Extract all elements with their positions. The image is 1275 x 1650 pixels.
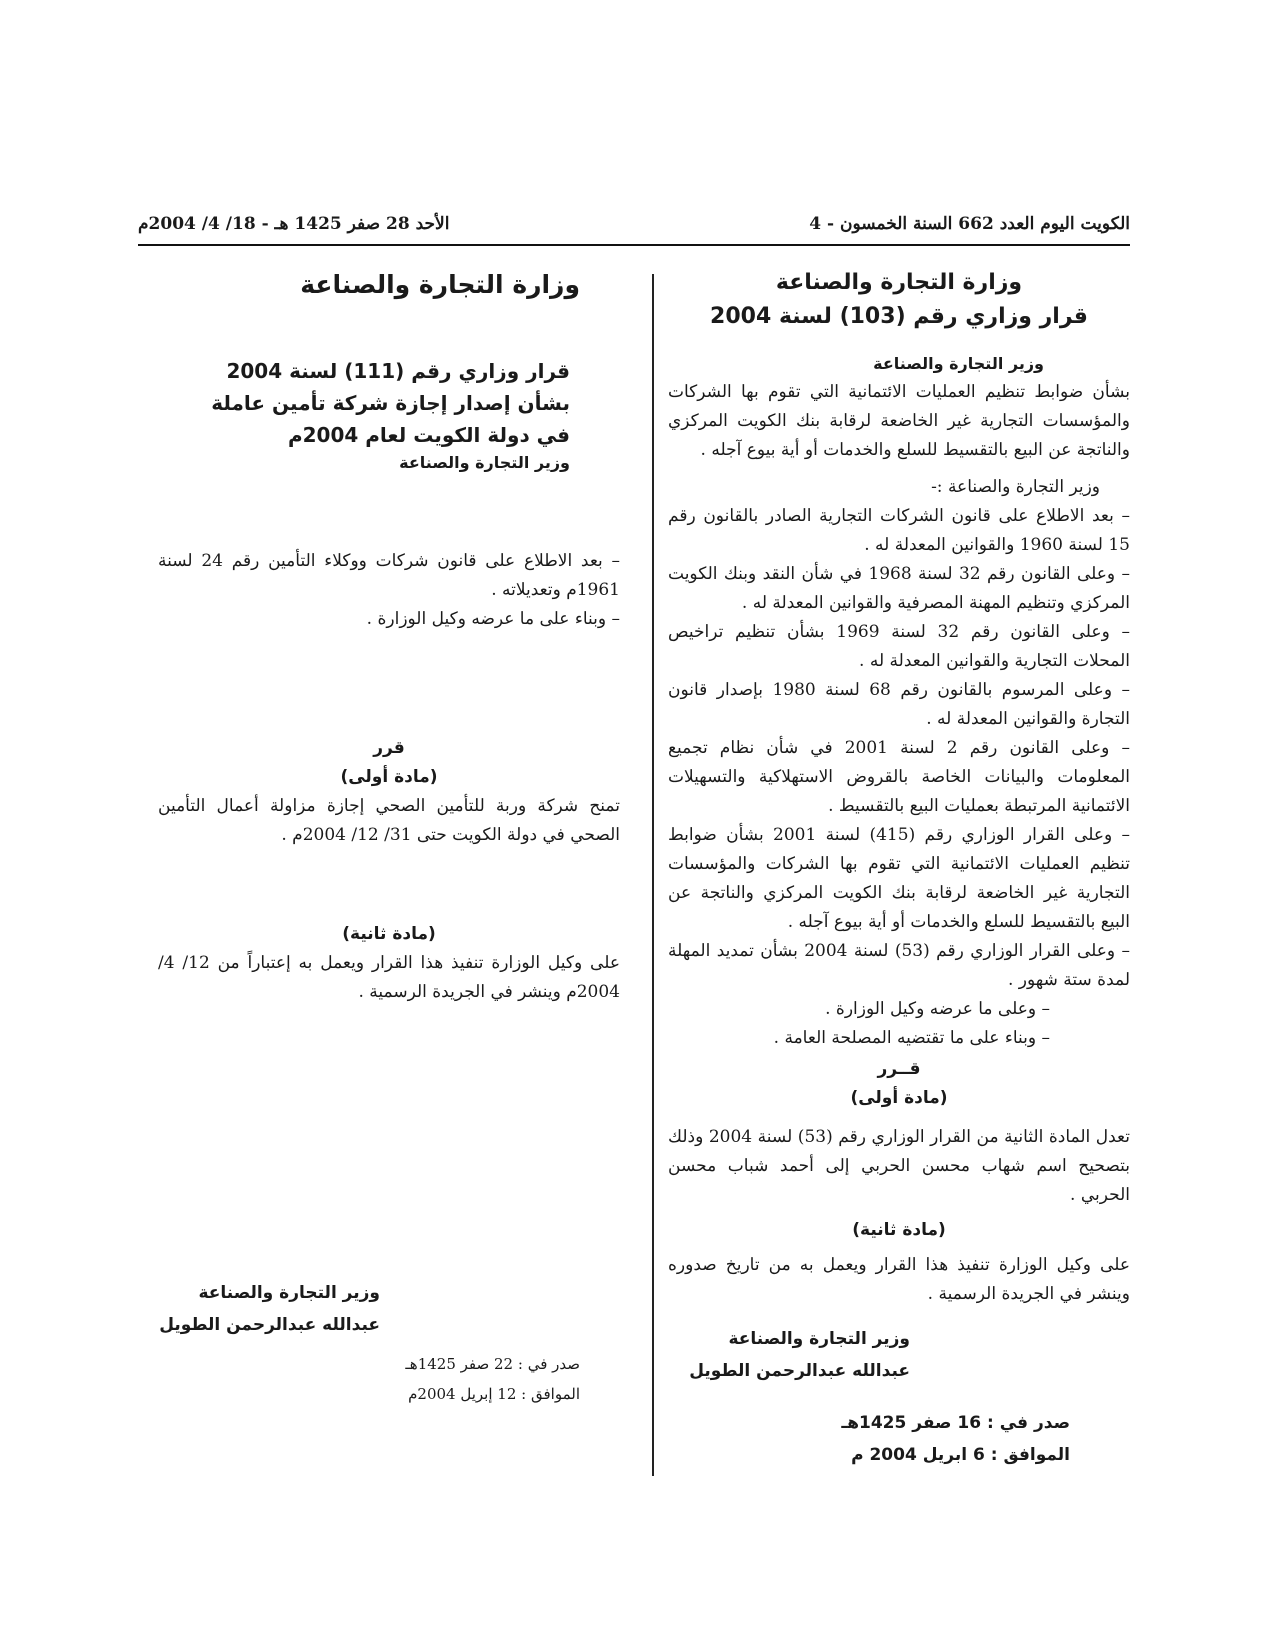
decided-heading: قــرر — [877, 1059, 921, 1079]
recital: – وعلى القانون رقم 2 لسنة 2001 في شأن نظام تجميع المعلومات والبيانات الخاصة بالقروض الاستهلاكية والتسهيلات الائتمانية المرتبطة بعمليات البيع بالتقسيط . — [668, 738, 1130, 816]
recital: – وعلى المرسوم بالقانون رقم 68 لسنة 1980 بإصدار قانون التجارة والقوانين المعدلة له . — [668, 680, 1130, 729]
ministry-heading: وزارة التجارة والصناعة — [775, 270, 1023, 295]
recital: – بعد الاطلاع على قانون الشركات التجارية الصادر بالقانون رقم 15 لسنة 1960 والقوانين المعدلة له . — [668, 506, 1130, 555]
decree-subject: بشأن ضوابط تنظيم العمليات الائتمانية التي تقوم بها الشركات والمؤسسات التجارية غير الخاضعة لرقابة بنك الكويت المركزي والناتجة عن البيع بالتقسيط للسلع والخدمات أو أية بيوع آجله . — [668, 382, 1130, 460]
recital: – وبناء على ما تقتضيه المصلحة العامة . — [773, 1028, 1050, 1048]
corresponding-date: الموافق : 6 ابريل 2004 م — [851, 1445, 1070, 1465]
decided-heading: قرر — [373, 738, 405, 758]
decree-title-block — [158, 355, 620, 475]
article-1-text: تمنح شركة وربة للتأمين الصحي إجازة مزاولة أعمال التأمين الصحي في دولة الكويت حتى 31/ 12/ 2004م . — [158, 796, 620, 845]
decree-title: قرار وزاري رقم (111) لسنة 2004 — [226, 359, 570, 383]
article-2-text: على وكيل الوزارة تنفيذ هذا القرار ويعمل به إعتباراً من 12/ 4/ 2004م وينشر في الجريدة الرسمية . — [158, 953, 620, 1002]
decree-subject-line: بشأن إصدار إجازة شركة تأمين عاملة — [211, 391, 570, 415]
issued-date: صدر في : 22 صفر 1425هـ — [405, 1355, 580, 1373]
decree-title: قرار وزاري رقم (103) لسنة 2004 — [710, 304, 1088, 329]
article-1-text: تعدل المادة الثانية من القرار الوزاري رقم (53) لسنة 2004 وذلك بتصحيح اسم شهاب محسن الحربي إلى أحمد شباب محسن الحربي . — [668, 1127, 1130, 1205]
article-1-title: (مادة أولى) — [850, 1088, 948, 1108]
recital: – وعلى القرار الوزاري رقم (415) لسنة 2001 بشأن ضوابط تنظيم العمليات الائتمانية التي تقوم بها الشركات والمؤسسات التجارية غير الخاضعة لرقابة بنك الكويت المركزي والناتجة عن البيع بالتقسيط للسلع والخدمات أو أية بيوع آجله . — [668, 825, 1130, 932]
header-issue-info: الكويت اليوم العدد 662 السنة الخمسون - 4 — [809, 214, 1130, 234]
signature-name: عبدالله عبدالرحمن الطويل — [159, 1315, 380, 1335]
decree-103-column — [668, 270, 1130, 1471]
recital: – وبناء على ما عرضه وكيل الوزارة . — [366, 609, 620, 629]
signature-name: عبدالله عبدالرحمن الطويل — [689, 1361, 910, 1381]
recital: – وعلى القانون رقم 32 لسنة 1968 في شأن النقد وبنك الكويت المركزي وتنظيم المهنة المصرفية والقوانين المعدلة له . — [668, 564, 1130, 613]
recital: – وعلى ما عرضه وكيل الوزارة . — [825, 999, 1050, 1019]
recital: – وعلى القرار الوزاري رقم (53) لسنة 2004 بشأن تمديد المهلة لمدة ستة شهور . — [668, 941, 1130, 990]
decree-subject-line: في دولة الكويت لعام 2004م — [287, 423, 570, 447]
signature-title: وزير التجارة والصناعة — [198, 1283, 380, 1303]
minister-label: وزير التجارة والصناعة :- — [931, 477, 1100, 497]
corresponding-date: الموافق : 12 إبريل 2004م — [408, 1385, 580, 1403]
issued-date: صدر في : 16 صفر 1425هـ — [841, 1413, 1070, 1433]
minister-heading: وزير التجارة والصناعة — [873, 354, 1044, 373]
page-header — [138, 208, 1130, 246]
article-1-title: (مادة أولى) — [340, 767, 438, 787]
signature-block — [158, 1277, 620, 1341]
issue-date-block — [158, 1349, 620, 1409]
column-divider — [652, 274, 654, 1476]
recital: – وعلى القانون رقم 32 لسنة 1969 بشأن تنظيم تراخيص المحلات التجارية والقوانين المعدلة له . — [668, 622, 1130, 671]
ministry-heading: وزارة التجارة والصناعة — [300, 270, 580, 299]
decree-111-column — [158, 270, 620, 1409]
recital: – بعد الاطلاع على قانون شركات ووكلاء التأمين رقم 24 لسنة 1961م وتعديلاته . — [158, 551, 620, 600]
minister-heading: وزير التجارة والصناعة — [399, 453, 570, 472]
article-2-title: (مادة ثانية) — [342, 924, 436, 944]
header-date: الأحد 28 صفر 1425 هـ - 18/ 4/ 2004م — [138, 214, 450, 234]
article-2-title: (مادة ثانية) — [852, 1220, 946, 1240]
article-2-text: على وكيل الوزارة تنفيذ هذا القرار ويعمل به من تاريخ صدوره وينشر في الجريدة الرسمية . — [668, 1255, 1130, 1304]
signature-title: وزير التجارة والصناعة — [728, 1329, 910, 1349]
signature-block — [668, 1323, 1130, 1387]
issue-date-block — [668, 1407, 1130, 1471]
